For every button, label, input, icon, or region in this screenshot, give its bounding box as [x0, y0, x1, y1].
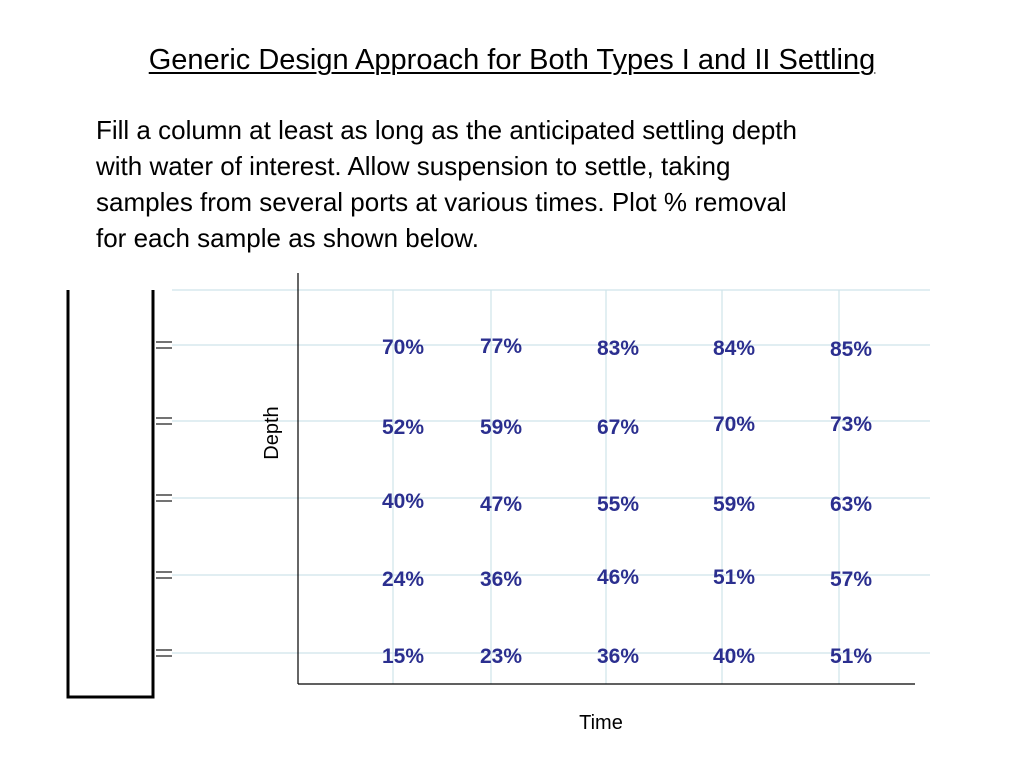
body-line: Fill a column at least as long as the anticipated settling depth — [96, 115, 797, 145]
removal-values — [382, 335, 872, 668]
removal-value: 36% — [479, 568, 523, 591]
removal-value: 59% — [479, 416, 523, 439]
removal-value: 83% — [596, 337, 640, 360]
removal-value: 73% — [829, 413, 873, 436]
body-line: with water of interest. Allow suspension to settle, taking — [96, 151, 731, 181]
removal-value: 70% — [712, 413, 756, 436]
removal-value: 51% — [829, 645, 873, 668]
removal-value: 15% — [381, 645, 425, 668]
body-line: for each sample as shown below. — [96, 223, 479, 253]
settling-column — [68, 290, 153, 697]
removal-value: 47% — [479, 493, 523, 516]
removal-value: 40% — [712, 645, 756, 668]
removal-value: 36% — [596, 645, 640, 668]
removal-value: 84% — [712, 337, 756, 360]
removal-value: 51% — [712, 566, 756, 589]
body-line: samples from several ports at various times. Plot % removal — [96, 187, 787, 217]
chart-grid — [172, 290, 930, 684]
removal-value: 59% — [712, 493, 756, 516]
removal-value: 77% — [479, 335, 523, 358]
x-axis-label: Time — [579, 712, 623, 734]
removal-value: 55% — [596, 493, 640, 516]
removal-value: 40% — [381, 490, 425, 513]
removal-value: 63% — [829, 493, 873, 516]
column-outline — [68, 290, 153, 697]
removal-value: 67% — [596, 416, 640, 439]
removal-value: 46% — [596, 566, 640, 589]
removal-value: 57% — [829, 568, 873, 591]
sample-ports — [156, 342, 172, 656]
removal-value: 52% — [381, 416, 425, 439]
y-axis-label: Depth — [261, 406, 283, 460]
removal-value: 70% — [381, 336, 425, 359]
removal-value: 24% — [381, 568, 425, 591]
removal-value: 85% — [829, 338, 873, 361]
removal-value: 23% — [479, 645, 523, 668]
slide-title: Generic Design Approach for Both Types I and II Settling — [148, 44, 876, 76]
